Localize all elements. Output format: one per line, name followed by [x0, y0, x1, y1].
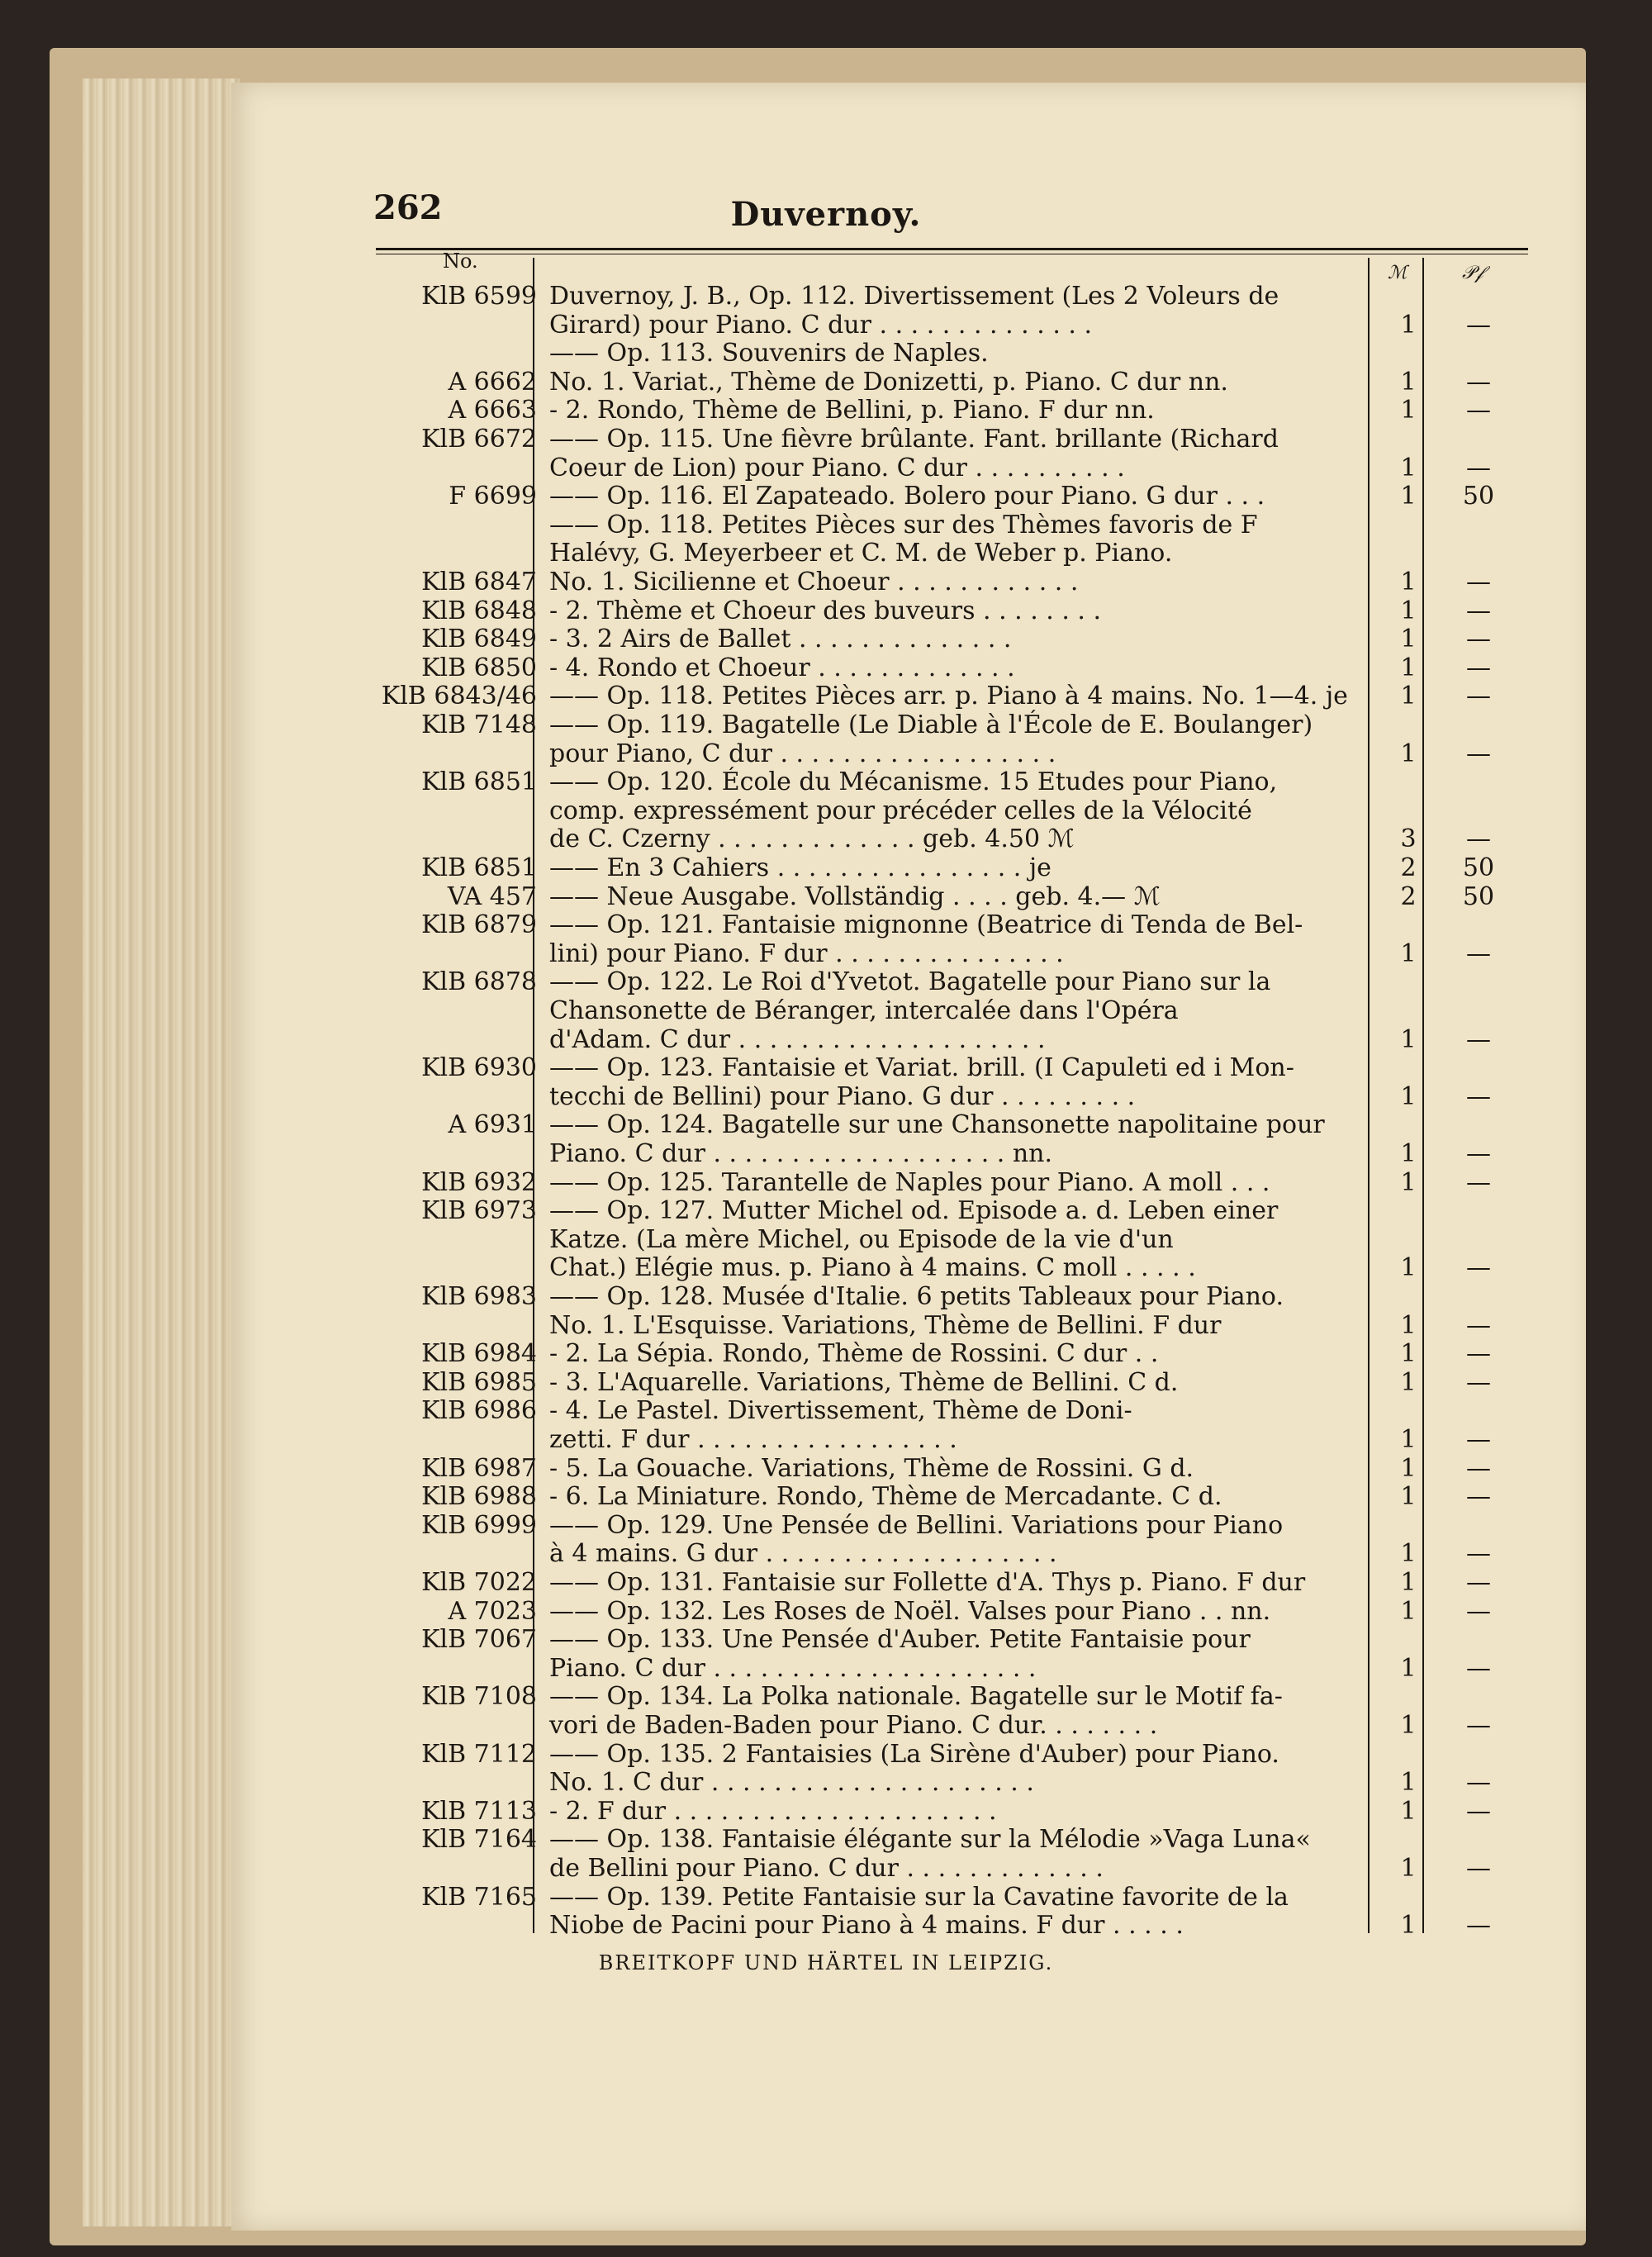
price-mark: 1 [1400, 1911, 1417, 1941]
price-mark: 1 [1400, 1425, 1417, 1454]
price-pfennig: 50 [1462, 482, 1495, 511]
catalog-row [363, 1712, 1528, 1739]
page-stack-edges [83, 78, 240, 2226]
catalog-row [363, 482, 1528, 510]
catalog-row [363, 1083, 1528, 1110]
catalog-number: KlB 6599 [421, 282, 537, 311]
price-pfennig: — [1466, 1139, 1491, 1168]
price-pfennig: — [1466, 625, 1491, 654]
entry-text: Girard) pour Piano. C dur . . . . . . . . . . . . . . [549, 310, 1092, 340]
entry-text: —— Op. 118. Petites Pièces sur des Thèmes favoris de F [549, 510, 1258, 539]
price-mark: 1 [1400, 310, 1417, 340]
entry-text: —— Op. 115. Une fièvre brûlante. Fant. brillante (Richard [549, 425, 1279, 454]
catalog-row [363, 1741, 1528, 1768]
price-pfennig: — [1466, 1024, 1491, 1054]
price-mark: 1 [1400, 625, 1417, 654]
catalog-row [363, 311, 1528, 339]
catalog-row [363, 883, 1528, 910]
catalog-row [363, 1140, 1528, 1167]
price-pfennig: — [1466, 653, 1491, 682]
catalog-row [363, 1283, 1528, 1310]
catalog-number: KlB 7164 [421, 1825, 537, 1855]
price-mark: 1 [1400, 1310, 1417, 1340]
entry-text: —— Op. 132. Les Roses de Noël. Valses pour Piano . . nn. [549, 1596, 1271, 1626]
catalog-row [363, 1254, 1528, 1281]
catalog-number: A 7023 [448, 1596, 537, 1626]
price-pfennig: — [1466, 568, 1491, 596]
entry-text: —— Op. 125. Tarantelle de Naples pour Piano. A moll . . . [549, 1167, 1270, 1197]
entry-text: à 4 mains. G dur . . . . . . . . . . . . . . . . . . . [549, 1539, 1057, 1569]
catalog-row [363, 1884, 1528, 1911]
price-mark: 1 [1400, 596, 1417, 625]
price-pfennig: — [1466, 1711, 1491, 1740]
price-mark: 1 [1400, 367, 1417, 397]
entry-text: - 4. Le Pastel. Divertissement, Thème de Doni- [549, 1396, 1132, 1426]
catalog-number: KlB 6988 [421, 1482, 537, 1512]
entry-text: Chat.) Elégie mus. p. Piano à 4 mains. C moll . . . . . [549, 1253, 1196, 1283]
price-pfennig: — [1466, 1253, 1491, 1283]
price-pfennig: — [1466, 1167, 1491, 1197]
entry-text: —— Op. 123. Fantaisie et Variat. brill. (I Capuleti ed i Mon- [549, 1053, 1294, 1083]
catalog-number: KlB 6843/46 [381, 682, 537, 711]
catalog-number: KlB 6878 [421, 967, 537, 997]
catalog-number: KlB 6847 [421, 568, 537, 596]
entry-text: - 2. Rondo, Thème de Bellini, p. Piano. F dur nn. [549, 396, 1155, 425]
entry-text: —— Op. 133. Une Pensée d'Auber. Petite Fantaisie pour [549, 1625, 1251, 1655]
catalog-number: KlB 6932 [421, 1167, 537, 1197]
entry-text: Katze. (La mère Michel, ou Episode de la vie d'un [549, 1224, 1174, 1254]
entry-text: —— Op. 120. École du Mécanisme. 15 Etudes pour Piano, [549, 767, 1278, 797]
catalog-row [363, 511, 1528, 539]
price-pfennig: — [1466, 453, 1491, 482]
entry-text: —— En 3 Cahiers . . . . . . . . . . . . . . . . je [549, 853, 1051, 882]
entry-text: Niobe de Pacini pour Piano à 4 mains. F dur . . . . . [549, 1911, 1184, 1941]
catalog-number: KlB 6930 [421, 1053, 537, 1083]
price-pfennig: 50 [1462, 853, 1495, 882]
price-pfennig: — [1466, 1568, 1491, 1597]
price-mark: 1 [1400, 1081, 1417, 1111]
catalog-number: KlB 6851 [421, 853, 537, 882]
catalog-row [363, 1826, 1528, 1853]
price-pfennig: 50 [1462, 881, 1495, 911]
column-header-pfennig: 𝒫𝒻 [1462, 263, 1483, 283]
entry-text: - 3. L'Aquarelle. Variations, Thème de Bellini. C d. [549, 1367, 1179, 1397]
catalog-row [363, 368, 1528, 396]
header-rule [376, 248, 1528, 250]
price-mark: 1 [1400, 1596, 1417, 1626]
entry-text: Halévy, G. Meyerbeer et C. M. de Weber p. Piano. [549, 539, 1173, 568]
price-mark: 1 [1400, 1854, 1417, 1883]
entry-text: - 2. Thème et Choeur des buveurs . . . . . . . . [549, 596, 1102, 625]
price-pfennig: — [1466, 1539, 1491, 1569]
catalog-row [363, 1569, 1528, 1596]
entry-text: —— Op. 139. Petite Fantaisie sur la Cavatine favorite de la [549, 1882, 1289, 1912]
catalog-row [363, 1197, 1528, 1224]
entry-text: —— Op. 121. Fantaisie mignonne (Beatrice di Tenda de Bel- [549, 910, 1303, 940]
catalog-row [363, 1397, 1528, 1424]
catalog-number: KlB 7148 [421, 710, 537, 739]
catalog-row [363, 1455, 1528, 1482]
price-pfennig: — [1466, 396, 1491, 425]
catalog-row [363, 597, 1528, 625]
entry-text: de Bellini pour Piano. C dur . . . . . . . . . . . . . [549, 1854, 1104, 1883]
price-pfennig: — [1466, 824, 1491, 854]
catalog-row [363, 1769, 1528, 1796]
catalog-number: KlB 7022 [421, 1568, 537, 1597]
entry-text: - 6. La Miniature. Rondo, Thème de Mercadante. C d. [549, 1482, 1222, 1512]
entry-text: lini) pour Piano. F dur . . . . . . . . . . . . . . . [549, 938, 1064, 968]
price-pfennig: — [1466, 1653, 1491, 1683]
catalog-number: A 6662 [448, 367, 537, 397]
entry-text: - 3. 2 Airs de Ballet . . . . . . . . . . . . . . [549, 625, 1012, 654]
catalog-row [363, 1226, 1528, 1253]
catalog-number: KlB 6973 [421, 1196, 537, 1226]
catalog-number: KlB 6849 [421, 625, 537, 654]
catalog-number: KlB 6879 [421, 910, 537, 940]
entry-text: —— Op. 134. La Polka nationale. Bagatelle sur le Motif fa- [549, 1682, 1283, 1712]
entry-text: —— Op. 113. Souvenirs de Naples. [549, 339, 989, 368]
catalog-number: A 6663 [448, 396, 537, 425]
column-header-mark: ℳ [1388, 263, 1408, 283]
entry-text: No. 1. C dur . . . . . . . . . . . . . . . . . . . . . [549, 1768, 1034, 1798]
entry-text: - 5. La Gouache. Variations, Thème de Rossini. G d. [549, 1453, 1194, 1483]
price-pfennig: — [1466, 310, 1491, 340]
entry-text: —— Op. 135. 2 Fantaisies (La Sirène d'Auber) pour Piano. [549, 1739, 1279, 1769]
catalog-number: KlB 6672 [421, 425, 537, 454]
price-mark: 1 [1400, 453, 1417, 482]
column-header-no: No. [443, 249, 478, 273]
price-mark: 1 [1400, 1139, 1417, 1168]
price-mark: 1 [1400, 1768, 1417, 1798]
catalog-row [363, 1912, 1528, 1939]
catalog-number: KlB 7067 [421, 1625, 537, 1655]
price-mark: 1 [1400, 682, 1417, 711]
catalog-row [363, 711, 1528, 739]
entry-text: - 4. Rondo et Choeur . . . . . . . . . . . . . [549, 653, 1015, 682]
entry-text: Chansonette de Béranger, intercalée dans l'Opéra [549, 996, 1179, 1025]
catalog-row [363, 1483, 1528, 1510]
price-mark: 1 [1400, 1167, 1417, 1197]
catalog-row [363, 568, 1528, 596]
catalog-row [363, 968, 1528, 995]
price-pfennig: — [1466, 1854, 1491, 1883]
price-pfennig: — [1466, 1911, 1491, 1941]
entry-text: de C. Czerny . . . . . . . . . . . . . geb. 4.50 ℳ [549, 824, 1075, 854]
price-pfennig: — [1466, 682, 1491, 711]
entry-text: vori de Baden-Baden pour Piano. C dur. . . . . . . . [549, 1711, 1158, 1740]
catalog-number: KlB 6851 [421, 767, 537, 797]
price-mark: 1 [1400, 1453, 1417, 1483]
entry-text: —— Op. 118. Petites Pièces arr. p. Piano à 4 mains. No. 1—4. je [549, 682, 1348, 711]
entry-text: —— Op. 138. Fantaisie élégante sur la Mélodie »Vaga Luna« [549, 1825, 1311, 1855]
catalog-row [363, 797, 1528, 824]
price-mark: 1 [1400, 1539, 1417, 1569]
catalog-row [363, 854, 1528, 881]
entry-text: Piano. C dur . . . . . . . . . . . . . . . . . . . . . [549, 1653, 1037, 1683]
catalog-row [363, 825, 1528, 853]
price-pfennig: — [1466, 1425, 1491, 1454]
catalog-row [363, 1369, 1528, 1396]
price-pfennig: — [1466, 1310, 1491, 1340]
entry-text: tecchi de Bellini) pour Piano. G dur . . . . . . . . . [549, 1081, 1136, 1111]
catalog-number: KlB 6985 [421, 1367, 537, 1397]
catalog-number: A 6931 [448, 1110, 537, 1140]
catalog-number: KlB 6850 [421, 653, 537, 682]
catalog-row [363, 625, 1528, 653]
catalog-number: KlB 7108 [421, 1682, 537, 1712]
entry-text: —— Op. 127. Mutter Michel od. Episode a. d. Leben einer [549, 1196, 1279, 1226]
entry-text: —— Op. 131. Fantaisie sur Follette d'A. Thys p. Piano. F dur [549, 1568, 1306, 1597]
entry-text: d'Adam. C dur . . . . . . . . . . . . . . . . . . . . [549, 1024, 1046, 1054]
catalog-row [363, 1426, 1528, 1453]
catalog-row [363, 1655, 1528, 1682]
entry-text: - 2. La Sépia. Rondo, Thème de Rossini. C dur . . [549, 1339, 1159, 1369]
catalog-row [363, 1855, 1528, 1882]
entry-text: —— Op. 129. Une Pensée de Bellini. Variations pour Piano [549, 1510, 1284, 1540]
catalog-row [363, 682, 1528, 710]
entry-text: No. 1. Sicilienne et Choeur . . . . . . . . . . . . [549, 568, 1079, 596]
price-mark: 1 [1400, 568, 1417, 596]
price-pfennig: — [1466, 1796, 1491, 1826]
price-mark: 2 [1400, 881, 1417, 911]
catalog-row [363, 539, 1528, 567]
catalog-number: KlB 6983 [421, 1282, 537, 1311]
price-mark: 1 [1400, 1367, 1417, 1397]
price-mark: 1 [1400, 482, 1417, 511]
price-pfennig: — [1466, 938, 1491, 968]
page-number: 262 [373, 188, 443, 227]
catalog-row [363, 1340, 1528, 1367]
catalog-number: KlB 6999 [421, 1510, 537, 1540]
catalog-row [363, 397, 1528, 424]
entry-text: —— Op. 128. Musée d'Italie. 6 petits Tableaux pour Piano. [549, 1282, 1284, 1311]
price-pfennig: — [1466, 1081, 1491, 1111]
catalog-row [363, 1312, 1528, 1339]
entry-text: pour Piano, C dur . . . . . . . . . . . . . . . . . . [549, 739, 1056, 768]
catalog-number: KlB 7112 [421, 1739, 537, 1769]
price-mark: 1 [1400, 1796, 1417, 1826]
catalog-row [363, 768, 1528, 796]
catalog-row [363, 1626, 1528, 1653]
price-mark: 1 [1400, 1024, 1417, 1054]
price-pfennig: — [1466, 596, 1491, 625]
catalog-row [363, 340, 1528, 367]
entry-text: No. 1. Variat., Thème de Donizetti, p. Piano. C dur nn. [549, 367, 1228, 397]
catalog-row [363, 1512, 1528, 1539]
price-pfennig: — [1466, 367, 1491, 397]
catalog-row [363, 1169, 1528, 1196]
catalog-row [363, 1598, 1528, 1625]
price-mark: 1 [1400, 1482, 1417, 1512]
catalog-row [363, 425, 1528, 453]
entry-text: Duvernoy, J. B., Op. 112. Divertissement (Les 2 Voleurs de [549, 282, 1279, 311]
price-pfennig: — [1466, 1482, 1491, 1512]
price-pfennig: — [1466, 1596, 1491, 1626]
price-mark: 1 [1400, 1253, 1417, 1283]
entry-text: —— Op. 119. Bagatelle (Le Diable à l'École de E. Boulanger) [549, 710, 1313, 739]
catalog-row [363, 654, 1528, 682]
catalog-number: KlB 6987 [421, 1453, 537, 1483]
price-mark: 3 [1400, 824, 1417, 854]
entry-text: Coeur de Lion) pour Piano. C dur . . . . . . . . . . [549, 453, 1125, 482]
entry-text: zetti. F dur . . . . . . . . . . . . . . . . . [549, 1425, 957, 1454]
price-mark: 1 [1400, 1653, 1417, 1683]
price-pfennig: — [1466, 739, 1491, 768]
entry-text: —— Op. 116. El Zapateado. Bolero pour Piano. G dur . . . [549, 482, 1265, 511]
price-pfennig: — [1466, 1367, 1491, 1397]
entry-text: comp. expressément pour précéder celles de la Vélocité [549, 796, 1252, 825]
catalog-row [363, 1111, 1528, 1138]
price-mark: 1 [1400, 1568, 1417, 1597]
catalog-row [363, 454, 1528, 482]
entry-text: Piano. C dur . . . . . . . . . . . . . . . . . . . nn. [549, 1139, 1053, 1168]
catalog-number: F 6699 [449, 482, 537, 511]
entry-text: No. 1. L'Esquisse. Variations, Thème de Bellini. F dur [549, 1310, 1222, 1340]
catalog-row [363, 911, 1528, 938]
catalog-number: KlB 6984 [421, 1339, 537, 1369]
catalog-number: KlB 7113 [421, 1796, 537, 1826]
catalog-number: KlB 6986 [421, 1396, 537, 1426]
catalog-number: KlB 6848 [421, 596, 537, 625]
price-mark: 1 [1400, 1711, 1417, 1740]
catalog-row [363, 740, 1528, 767]
catalog-row [363, 283, 1528, 310]
catalog-row [363, 1540, 1528, 1567]
catalog-number: VA 457 [447, 881, 537, 911]
entry-text: —— Op. 124. Bagatelle sur une Chansonette napolitaine pour [549, 1110, 1325, 1140]
publisher-footer: BREITKOPF UND HÄRTEL IN LEIPZIG. [598, 1951, 1054, 1974]
entry-text: - 2. F dur . . . . . . . . . . . . . . . . . . . . . [549, 1796, 997, 1826]
entry-text: —— Op. 122. Le Roi d'Yvetot. Bagatelle pour Piano sur la [549, 967, 1271, 997]
catalog-row [363, 940, 1528, 967]
catalog-row [363, 1683, 1528, 1710]
price-pfennig: — [1466, 1339, 1491, 1369]
catalog-row [363, 1798, 1528, 1825]
catalog-row [363, 997, 1528, 1024]
price-pfennig: — [1466, 1453, 1491, 1483]
page-title: Duvernoy. [730, 195, 922, 234]
entry-text: —— Neue Ausgabe. Vollständig . . . . geb. 4.— ℳ [549, 881, 1161, 911]
price-mark: 1 [1400, 396, 1417, 425]
price-mark: 2 [1400, 853, 1417, 882]
price-mark: 1 [1400, 938, 1417, 968]
catalog-number: KlB 7165 [421, 1882, 537, 1912]
price-mark: 1 [1400, 1339, 1417, 1369]
catalog-row [363, 1026, 1528, 1053]
price-pfennig: — [1466, 1768, 1491, 1798]
price-mark: 1 [1400, 739, 1417, 768]
catalog-row [363, 1054, 1528, 1081]
price-mark: 1 [1400, 653, 1417, 682]
